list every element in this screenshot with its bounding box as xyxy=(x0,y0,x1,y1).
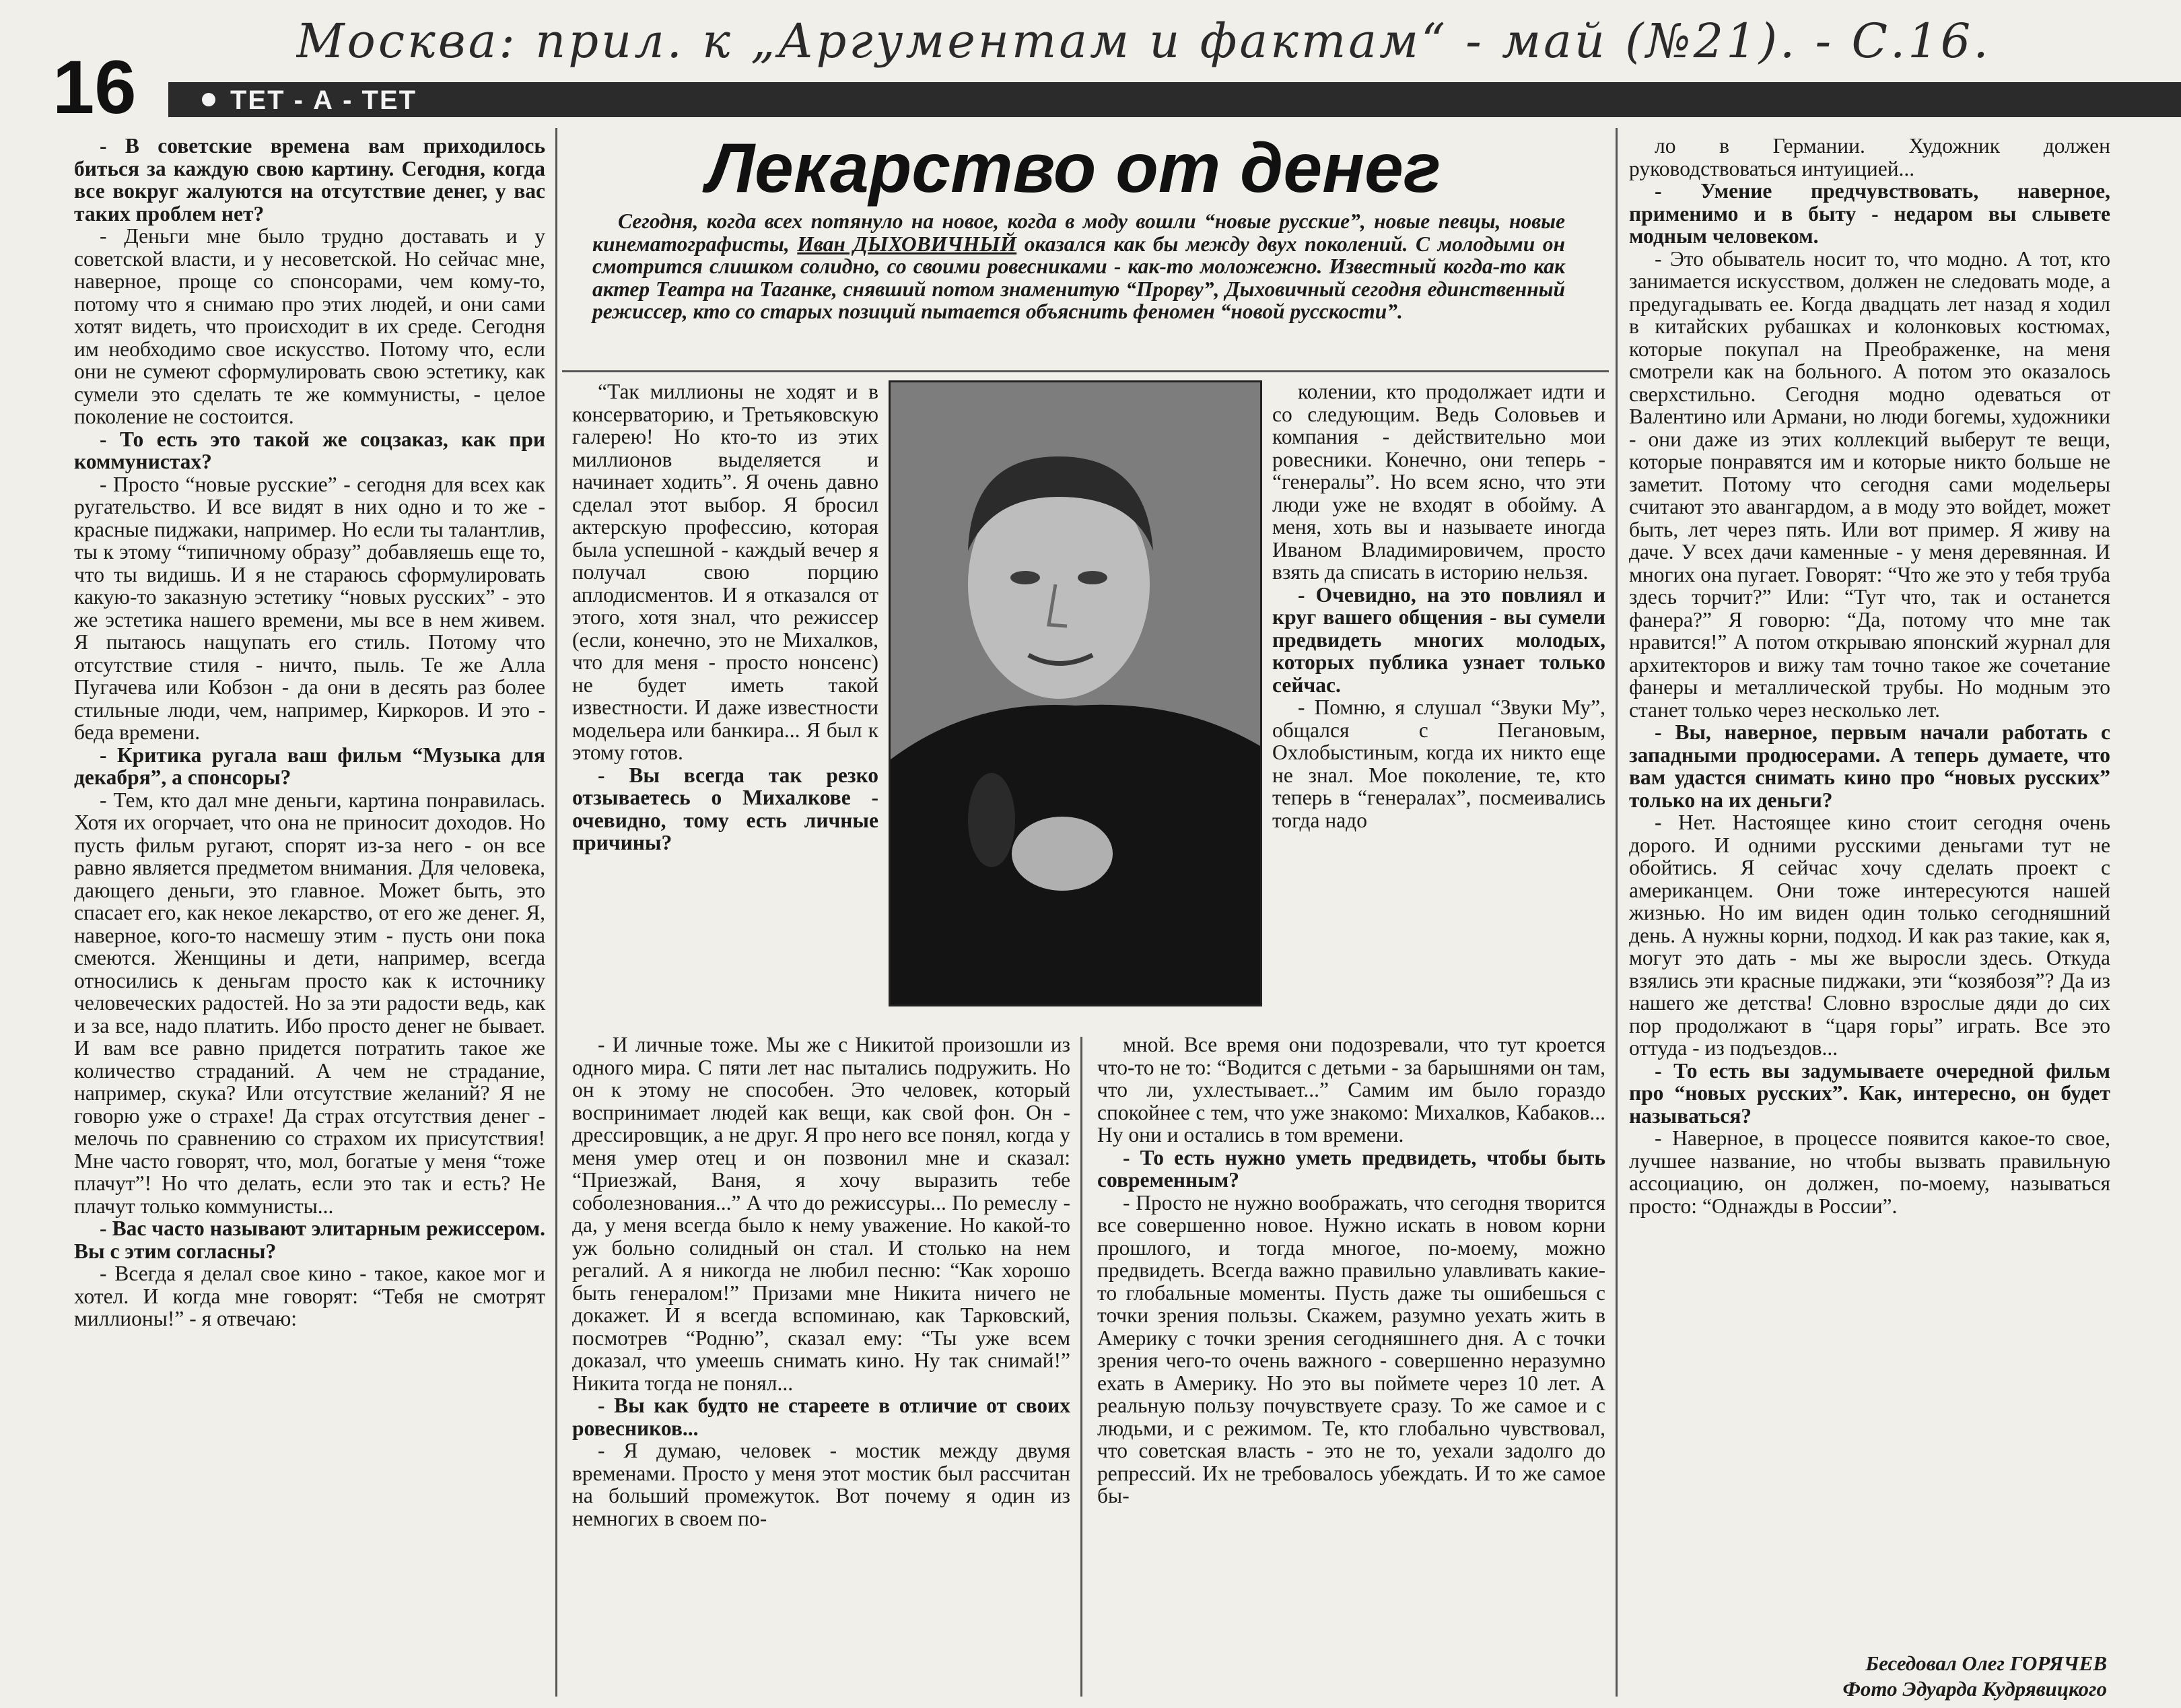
rubric-text: ТЕТ - А - ТЕТ xyxy=(230,86,417,115)
answer-paragraph: - Я думаю, человек - мостик между двумя временами. Просто у меня этот мостик был рассчитан на больший промежуток. Вот почему я один из немногих в своем по- xyxy=(572,1439,1070,1530)
answer-paragraph: - Тем, кто дал мне деньги, картина понравилась. Хотя их огорчает, что она не приносит доходов. Но пусть фильм ругают, спорят из-за него - он все равно является предметом внимания. Для человека, дающего деньги, это главное. Может быть, это спасает его, как некое лекарство, от его же денег. Я, наверное, кого-то насмешу этим - пусть они пока смеются. Женщины и дети, например, всегда относились к деньгам просто как к источнику человеческих радостей. Но за эти радости ведь, как и за все, надо платить. Ибо просто денег не бывает. И вам все равно придется потратить такое же количество страданий. А чем не страдание, например, скука? Или отсутствие желаний? Я не говорю уже о страхе! Да страх отсутствия денег - мелочь по сравнению со страхом их присутствия! Мне часто говорят, что, мол, богатые у меня “тоже плачут”! Но что делать, если это так и есть? Не плачут только коммунисты... xyxy=(74,788,545,1218)
question-paragraph: - Вы как будто не стареете в отличие от своих ровесников... xyxy=(572,1394,1070,1440)
article-column-2-top xyxy=(572,380,878,854)
handwritten-annotation: Москва: прил. к „Аргументам и фактам“ - май (№21). - С.16. xyxy=(296,13,1991,69)
answer-paragraph: - И личные тоже. Мы же с Никитой произошли из одного мира. С пяти лет нас пытались подружить. Но он к этому не способен. Это человек, который воспринимает людей как вещи, как свой фон. Он - дрессировщик, а не друг. Я про него все понял, когда у меня умер отец и он позвонил мне и сказал: “Приезжай, Ваня, я хочу выразить тебе соболезнования...” А что до режиссуры... По ремеслу - да, у меня всегда было к нему уважение. Но какой-то уж больно солидный он стал. И столько на нем регалий. А я никогда не любил песню: “Как хорошо быть генералом!” Призами мне Никита ничего не докажет. И я всегда вспоминаю, как Тарковский, посмотрев “Родню”, сказал ему: “Ты уже всем доказал, что умеешь снимать кино. Ну так снимай!” Никита тогда не понял... xyxy=(572,1033,1070,1395)
question-paragraph: - То есть нужно уметь предвидеть, чтобы быть современным? xyxy=(1097,1145,1605,1192)
answer-paragraph: ло в Германии. Художник должен руководствоваться интуицией... xyxy=(1629,134,2110,180)
question-paragraph: - Вы всегда так резко отзываетесь о Михалкове - очевидно, тому есть личные причины? xyxy=(572,763,878,854)
answer-paragraph: - Просто “новые русские” - сегодня для всех как ругательство. И все видят в них одно и то же - красные пиджаки, например. Но если ты талантлив, ты к этому “типичному образу” добавляешь еще то, что ты видишь. И я не стараюсь сформулировать какую-то заказную эстетику “новых русских” - это же эстетика нашего времени, мы все в нем живем. Я пытаюсь нащупать его стиль. Потому что отсутствие стиля - ничто, пыль. Те же Алла Пугачева или Кобзон - да они в десять раз более стильные люди, чем, например, Киркоров. И это - беда времени. xyxy=(74,472,545,744)
question-paragraph: - В советские времена вам приходилось биться за каждую свою картину. Сегодня, когда все вокруг жалуются на отсутствие денег, у вас таких проблем нет? xyxy=(74,134,545,226)
photo-credit: Фото Эдуарда Кудрявицкого xyxy=(1842,1677,2107,1701)
answer-paragraph: колении, кто продолжает идти и со следующим. Ведь Соловьев и компания - действительно мои ровесники. Конечно, они теперь - “генералы”. Но всем ясно, что эти люди уже не входят в обойму. А меня, хоть вы и называете иногда Иваном Владимировичем, просто взять да списать в историю нельзя. xyxy=(1272,380,1605,584)
article-column-2-bottom xyxy=(572,1033,1070,1530)
headline: Лекарство от денег xyxy=(706,129,1441,207)
bullet-icon xyxy=(202,93,215,106)
question-paragraph: - Вы, наверное, первым начали работать с западными продюсерами. А теперь думаете, что вам удастся снимать кино про “новых русских” только на их деньги? xyxy=(1629,720,2110,812)
answer-paragraph: - Помню, я слушал “Звуки Му”, общался с Пегановым, Охлобыстиным, когда их никто еще не знал. Мое поколение, те, кто теперь в “генералах”, посмеивались тогда надо xyxy=(1272,695,1605,832)
interviewer-credit: Беседовал Олег ГОРЯЧЕВ xyxy=(1865,1651,2107,1675)
question-paragraph: - Умение предчувствовать, наверное, применимо и в быту - недаром вы слывете модным человеком. xyxy=(1629,179,2110,248)
credits xyxy=(1737,1651,2107,1702)
portrait-photo xyxy=(889,380,1262,1006)
answer-paragraph: - Нет. Настоящее кино стоит сегодня очень дорого. И одними русскими деньгами тут не обойтись. Я сейчас хочу сделать проект с американцем. Они тоже интересуются нашей жизнью. Но им виден один только сегодняшний день. А нужны корни, подход. И как раз такие, как я, могут это дать - мы же выросли здесь. Откуда взялись эти красные пиджаки, эти “козябозя”? Да из нашего же детства! Словно взрослые дяди до сих пор продолжают в “царя горы” играть. Все это оттуда - из подъездов... xyxy=(1629,811,2110,1060)
rubric-bar xyxy=(168,82,2181,117)
question-paragraph: - То есть вы задумываете очередной фильм про “новых русских”. Как, интересно, он будет называться? xyxy=(1629,1058,2110,1128)
lead-paragraph xyxy=(592,210,1565,323)
answer-paragraph: “Так миллионы не ходят и в консерваторию, и Третьяковскую галерею! Но кто-то из этих миллионов выделяется и начинает ходить”. Я очень давно сделал этот выбор. Я бросил актерскую профессию, которая была успешной - каждый вечер я получал свою порцию аплодисментов. И я отказался от этого, хотя знал, что режиссер (если, конечно, это не Михалков, что для меня - просто нонсенс) не будет иметь такой известности. И даже известности модельера или банкира... Я был к этому готов. xyxy=(572,380,878,764)
answer-paragraph: мной. Все время они подозревали, что тут кроется что-то не то: “Водится с детьми - за барышнями он там, что ли, ухлестывает...” Самим им было гораздо спокойнее с тем, что уже знакомо: Михалков, Кабаков... Ну они и остались в том времени. xyxy=(1097,1033,1605,1147)
answer-paragraph: - Просто не нужно воображать, что сегодня творится все совершенно новое. Нужно искать в новом корни прошлого, и тогда многое, по-моему, можно предвидеть. Всегда важно правильно улавливать какие-то глобальные моменты. Пусть даже ты ошибешься с точки зрения пользы. Скажем, разумно уехать жить в Америку с точки зрения сегодняшнего дня. А с точки зрения чего-то очень важного - совершенно неразумно ехать в Америку. Но это вы поймете через 10 лет. А реальную пользу почувствуете сразу. То же самое и с людьми, и с режимом. Те, кто глобально чувствовал, что советская власть - это не то, уехали задолго до репрессий. Их не требовалось убеждать. И то же самое бы- xyxy=(1097,1190,1605,1507)
page-number: 16 xyxy=(53,45,137,129)
lead-name: Иван ДЫХОВИЧНЫЙ xyxy=(797,232,1017,256)
answer-paragraph: - Деньги мне было трудно доставать и у советской власти, и у несоветской. Но сейчас мне, наверное, проще со спонсорами, чем кому-то, потому что я снимаю про этих людей, и они сами хотят видеть, что происходит в их среде. Сегодня им необходимо свое искусство. Потому что, если они не сумеют сформулировать свою эстетику, как сумели это сделать те же коммунисты, - целое поколение не состоится. xyxy=(74,224,545,428)
article-column-3-bottom xyxy=(1097,1033,1605,1507)
article-column-4 xyxy=(1629,135,2110,1217)
answer-paragraph: - Это обыватель носит то, что модно. А тот, кто занимается искусством, должен не следовать моде, а предугадывать ее. Когда двадцать лет назад я ходил в китайских рубашках и колонковых костюмах, которые покупал на Преображенке, на меня смотрели как на больного. А потом это оказалось сверхстильно. Сегодня модно одеваться от Валентино или Армани, но люди богемы, художники - они даже из этих коллекций выберут те вещи, которые понравятся им и которые никто больше не заметит. Потому что сегодня сами модельеры считают это авангардом, а в моду это войдет, может быть, лет через пять. Или вот пример. Я живу на даче. У всех дачи каменные - у меня деревянная. И многих она пугает. Говорят: “Что же это у тебя труба здесь торчит?” Или: “Тут что, так и останется фанера?” Я говорю: “Да, потому что мне так нравится!” А потом открываю японский журнал для архитекторов и вижу там точно такое же сочетание фанеры и металлической трубы. Но модным это станет только через несколько лет. xyxy=(1629,246,2110,722)
question-paragraph: - То есть это такой же соцзаказ, как при коммунистах? xyxy=(74,427,545,473)
rubric-label xyxy=(202,85,417,116)
question-paragraph: - Очевидно, на это повлиял и круг вашего общения - вы сумели предвидеть многих молодых, которых публика узнает только сейчас. xyxy=(1272,582,1605,697)
article-column-3-top xyxy=(1272,380,1605,831)
lead-text-start: Сегодня, когда всех потянуло на новое, когда в моду вошли “новые русские”, новые певцы, новые кинематографисты, xyxy=(592,209,1565,256)
article-column-1 xyxy=(74,135,545,1330)
answer-paragraph: - Всегда я делал свое кино - такое, какое мог и хотел. И когда мне говорят: “Тебя не смотрят миллионы!” - я отвечаю: xyxy=(74,1262,545,1330)
question-paragraph: - Вас часто называют элитарным режиссером. Вы с этим согласны? xyxy=(74,1217,545,1263)
answer-paragraph: - Наверное, в процессе появится какое-то свое, лучшее название, но чтобы вызвать правильную ассоциацию, он должен, по-моему, называться просто: “Однажды в России”. xyxy=(1629,1126,2110,1218)
question-paragraph: - Критика ругала ваш фильм “Музыка для декабря”, а спонсоры? xyxy=(74,743,545,789)
portrait-illustration xyxy=(891,382,1260,1004)
column-rule xyxy=(1080,1037,1082,1697)
lead-text-end: оказался как бы между двух поколений. С молодыми он смотрится слишком солидно, со своими ровесниками - как-то моложежно. Известный когда-то как актер Театра на Таганке, снявший потом знаменитую “Прорву”, Дыховичный сегодня единственный режиссер, кто со старых позиций пытается объяснить феномен “новой русскости”. xyxy=(592,232,1565,323)
column-rule xyxy=(1616,128,1618,1697)
column-rule xyxy=(555,128,557,1697)
lead-rule xyxy=(562,370,1609,372)
